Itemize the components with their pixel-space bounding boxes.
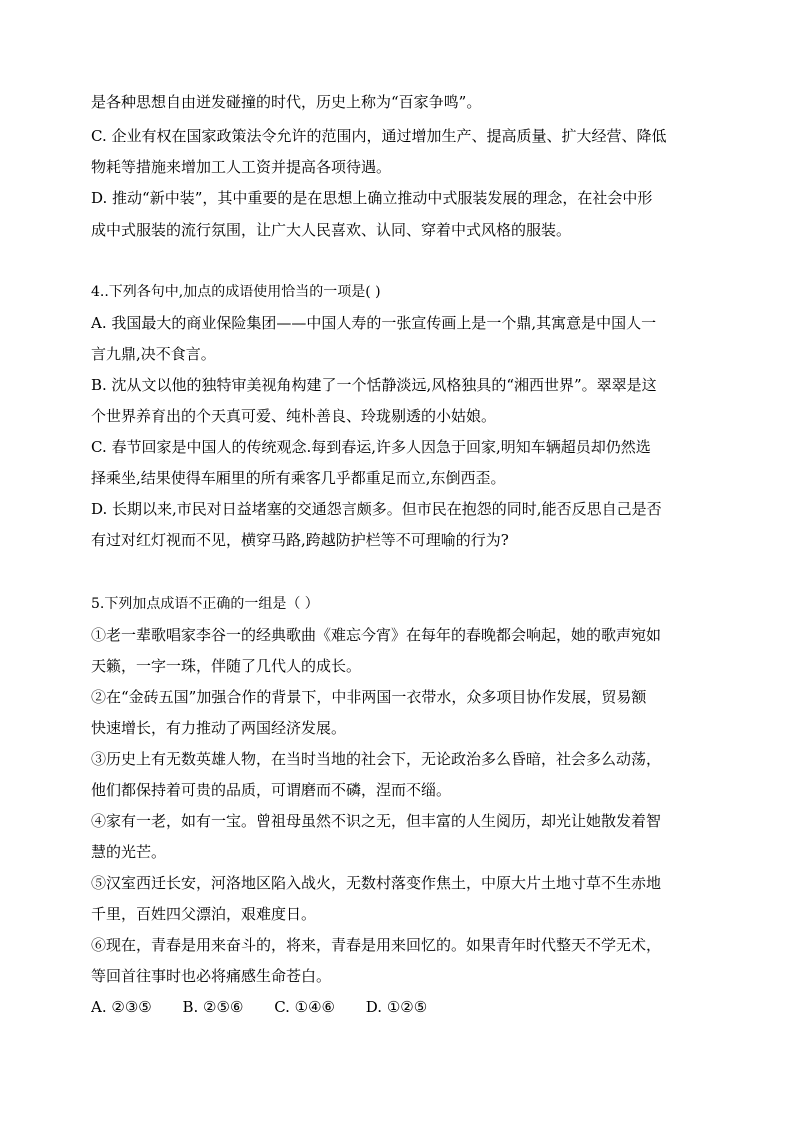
q4-line-5: C. 春节回家是中国人的传统观念.每到春运,许多人因急于回家,明知车辆超员却仍然选 bbox=[91, 438, 651, 456]
q4-line-6: 择乘坐,结果使得车厢里的所有乘客几乎都重足而立,东倒西歪。 bbox=[91, 469, 506, 487]
q5-line-12: 等回首往事时也必将痛感生命苍白。 bbox=[91, 967, 332, 985]
q4-line-1: A. 我国最大的商业保险集团——中国人寿的一张宣传画上是一个鼎,其寓意是中国人一 bbox=[91, 314, 657, 332]
q5-line-2: 天籁，一字一珠，伴随了几代人的成长。 bbox=[91, 657, 362, 675]
q3-line-3: 物耗等措施来增加工人工资并提高各项待遇。 bbox=[91, 158, 392, 176]
q5-line-1: ①老一辈歌唱家李谷一的经典歌曲《难忘今宵》在每年的春晚都会响起，她的歌声宛如 bbox=[91, 626, 662, 644]
q4-line-3: B. 沈从文以他的独特审美视角构建了一个恬静淡远,风格独具的“湘西世界”。翠翠是这 bbox=[91, 376, 657, 394]
q5-line-11: ⑥现在，青春是用来奋斗的，将来，青春是用来回忆的。如果青年时代整天不学无术， bbox=[91, 936, 662, 954]
q5-option-c: C. ①④⑥ bbox=[274, 998, 336, 1016]
q4-line-7: D. 长期以来,市民对日益堵塞的交通怨言颇多。但市民在抱怨的同时,能否反思自己是否 bbox=[91, 500, 662, 518]
q5-line-4: 快速增长，有力推动了两国经济发展。 bbox=[91, 719, 347, 737]
q4-line-4: 个世界养育出的个天真可爱、纯朴善良、玲珑剔透的小姑娘。 bbox=[91, 407, 497, 425]
q5-line-8: 慧的光芒。 bbox=[91, 843, 167, 861]
q4-line-8: 有过对红灯视而不见，横穿马路,跨越防护栏等不可理喻的行为? bbox=[91, 531, 509, 549]
q5-line-5: ③历史上有无数英雄人物，在当时当地的社会下，无论政治多么昏暗，社会多么动荡， bbox=[91, 750, 662, 768]
q3-line-4: D. 推动“新中装”，其中重要的是在思想上确立推动中式服装发展的理念，在社会中形 bbox=[91, 189, 653, 207]
q5-line-10: 千里，百姓四父漂泊，艰难度日。 bbox=[91, 905, 317, 923]
q5-option-a: A. ②③⑤ bbox=[91, 998, 152, 1016]
q3-line-1: 是各种思想自由迸发碰撞的时代，历史上称为“百家争鸣”。 bbox=[91, 93, 482, 111]
q3-line-2: C. 企业有权在国家政策法令允许的范围内，通过增加生产、提高质量、扩大经营、降低 bbox=[91, 127, 667, 145]
q5-answer-options bbox=[91, 997, 711, 1017]
q5-title: 5.下列加点成语不正确的一组是（ ） bbox=[91, 596, 319, 612]
q3-line-5: 成中式服装的流行氛围，让广大人民喜欢、认同、穿着中式风格的服装。 bbox=[91, 221, 572, 239]
q5-line-9: ⑤汉室西迁长安，河洛地区陷入战火，无数村落变作焦土，中原大片土地寸草不生赤地 bbox=[91, 874, 662, 892]
q4-title: 4..下列各句中,加点的成语使用恰当的一项是( ) bbox=[91, 284, 381, 300]
q4-line-2: 言九鼎,决不食言。 bbox=[91, 345, 216, 363]
q5-option-d: D. ①②⑤ bbox=[365, 998, 428, 1016]
q5-line-3: ②在“金砖五国”加强合作的背景下，中非两国一衣带水，众多项目协作发展，贸易额 bbox=[91, 688, 647, 706]
q5-option-b: B. ②⑤⑥ bbox=[182, 998, 244, 1016]
q5-line-6: 他们都保持着可贵的品质，可谓磨而不磷，涅而不缁。 bbox=[91, 781, 452, 799]
q5-line-7: ④家有一老，如有一宝。曾祖母虽然不识之无，但丰富的人生阅历，却光让她散发着智 bbox=[91, 812, 662, 830]
